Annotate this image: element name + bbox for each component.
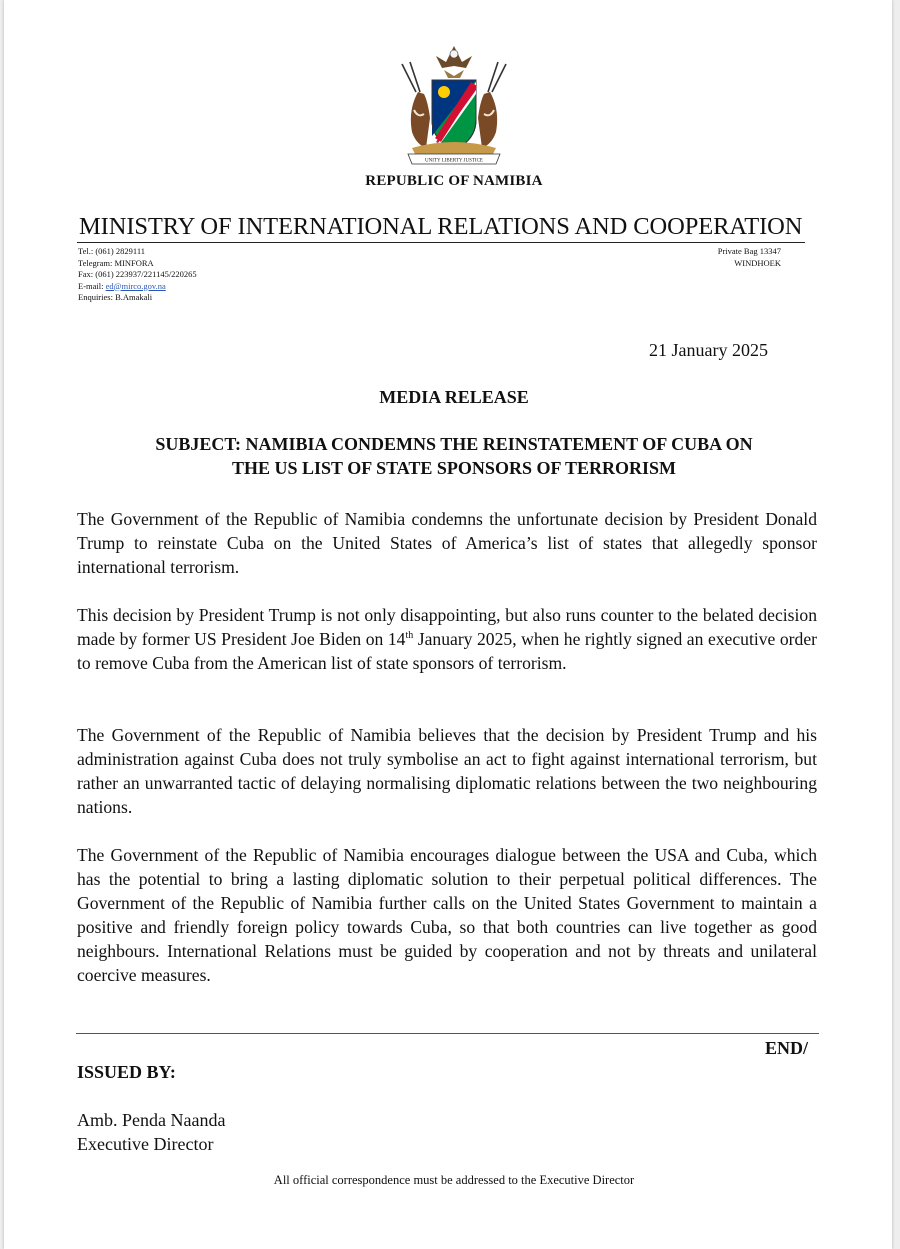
address-line-2: WINDHOEK	[734, 257, 781, 268]
footer-note: All official correspondence must be addressed to the Executive Director	[273, 1173, 635, 1187]
country-name: REPUBLIC OF NAMIBIA	[365, 173, 543, 189]
contact-fax: Fax: (061) 223937/221145/220265	[78, 269, 197, 279]
paragraph-3: The Government of the Republic of Namibia believes that the decision by President Trump and his administration against Cuba does not truly symbolise an act to fight against international terrorism, but rather an unwarranted tactic of delaying normalising diplomatic relations between the two neighbouring nations.	[77, 725, 817, 817]
paragraph-2-part-a: This decision by President Trump is not only disappointing, but also runs counter to the belated decision made by former US President Joe Biden on 14	[77, 605, 817, 649]
paragraph-1: The Government of the Republic of Namibia condemns the unfortunate decision by President Donald Trump to reinstate Cuba on the United States of America’s list of states that allegedly sponsor international terrorism.	[77, 509, 817, 577]
end-marker: END/	[764, 1038, 808, 1058]
postal-address	[644, 246, 781, 269]
signer-name: Amb. Penda Naanda	[77, 1110, 226, 1130]
paragraph-2-superscript: th	[405, 630, 414, 642]
crest-motto: UNITY LIBERTY JUSTICE	[425, 158, 483, 164]
contact-details	[78, 246, 197, 304]
namibia-coat-of-arms-icon	[394, 40, 514, 170]
contact-email-link[interactable]: ed@mirco.gov.na	[105, 280, 166, 291]
contact-telegram: Telegram: MINFORA	[78, 257, 154, 268]
address-line-1: Private Bag 13347	[717, 246, 781, 256]
subject-heading	[64, 432, 844, 480]
subject-line-2: THE US LIST OF STATE SPONSORS OF TERRORISM	[232, 458, 676, 478]
release-title: MEDIA RELEASE	[379, 387, 529, 407]
contact-email-label: E-mail:	[78, 280, 106, 291]
ministry-name: MINISTRY OF INTERNATIONAL RELATIONS AND COOPERATION	[79, 213, 803, 240]
signer-title: Executive Director	[77, 1134, 214, 1154]
paragraph-4: The Government of the Republic of Namibia encourages dialogue between the USA and Cuba, which has the potential to bring a lasting diplomatic solution to their perpetual political differences. The Government of the Republic of Namibia further calls on the United States Government to maintain a positive and friendly foreign policy towards Cuba, so that both countries can live together as good neighbours. International Relations must be guided by cooperation and not by threats and unilateral coercive measures.	[77, 845, 817, 985]
subject-line-1: SUBJECT: NAMIBIA CONDEMNS THE REINSTATEMENT OF CUBA ON	[155, 434, 753, 454]
issued-by-label: ISSUED BY:	[77, 1062, 176, 1082]
contact-enquiries: Enquiries: B.Amakali	[78, 292, 153, 302]
contact-tel: Tel.: (061) 2829111	[78, 246, 145, 256]
paragraph-2	[77, 603, 817, 675]
paragraph-2-part-b: January 2025, when he rightly signed an executive order to remove Cuba from the American list of state sponsors of terrorism.	[77, 629, 818, 673]
closing-divider	[76, 1033, 819, 1034]
release-date: 21 January 2025	[649, 340, 768, 360]
document-page	[4, 0, 892, 1249]
letterhead-divider	[77, 242, 805, 243]
contact-email-row	[78, 281, 197, 293]
signatory	[77, 1108, 225, 1156]
